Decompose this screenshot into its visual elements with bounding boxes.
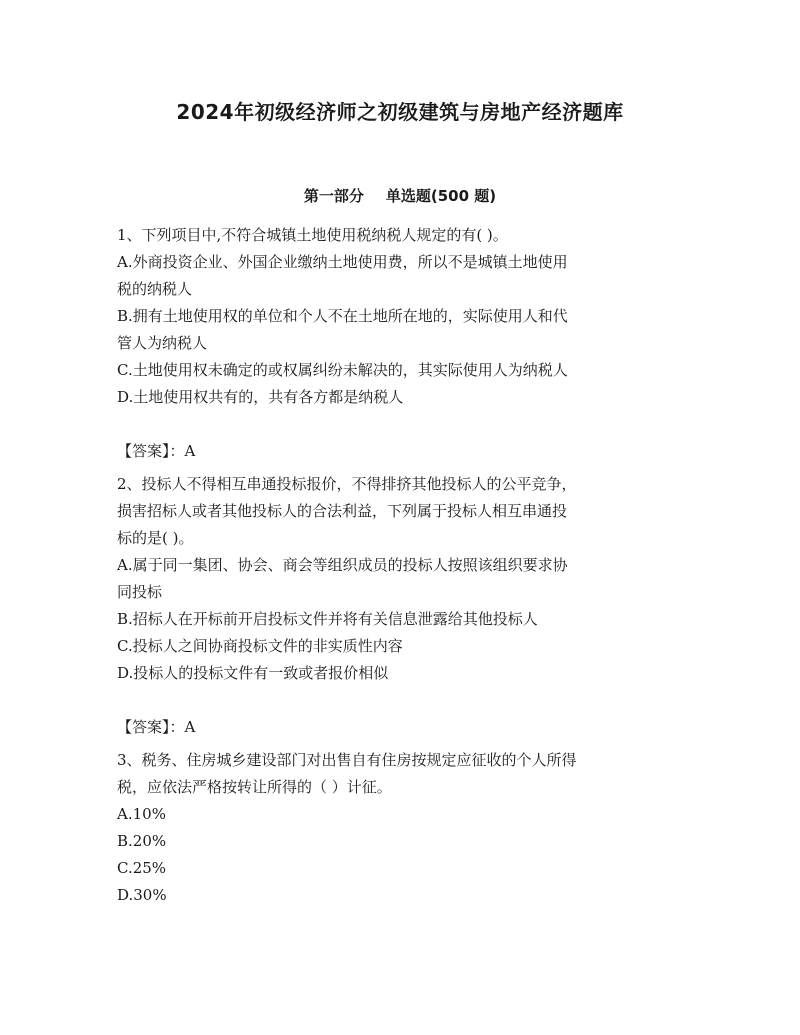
answer-line: 【答案】：A (117, 718, 196, 736)
question-stem-line: 损害招标人或者其他投标人的合法利益，下列属于投标人相互串通投 (117, 502, 568, 520)
option-line: A.10% (117, 805, 166, 823)
option-line: 同投标 (117, 583, 163, 601)
section-heading (0, 185, 800, 206)
question-stem-line: 标的是( )。 (117, 529, 194, 547)
section-part: 第一部分 (303, 187, 364, 205)
question-stem-line: 税，应依法严格按转让所得的（ ）计征。 (117, 778, 392, 796)
option-line: D.土地使用权共有的，共有各方都是纳税人 (117, 388, 404, 406)
question-stem-line: 2、投标人不得相互串通投标报价，不得排挤其他投标人的公平竞争， (117, 475, 577, 493)
option-line: C.25% (117, 859, 167, 877)
option-line: C.土地使用权未确定的或权属纠纷未解决的，其实际使用人为纳税人 (117, 361, 568, 379)
option-line: B.拥有土地使用权的单位和个人不在土地所在地的，实际使用人和代 (117, 307, 568, 325)
document-title: 2024年初级经济师之初级建筑与房地产经济题库 (176, 100, 624, 124)
question-item (117, 471, 677, 741)
question-list (117, 222, 677, 909)
option-line: A.外商投资企业、外国企业缴纳土地使用费，所以不是城镇土地使用 (117, 253, 568, 271)
option-line: C.投标人之间协商投标文件的非实质性内容 (117, 637, 403, 655)
option-line: D.30% (117, 886, 167, 904)
answer-line: 【答案】：A (117, 442, 196, 460)
option-line: 税的纳税人 (117, 280, 193, 298)
option-line: B.20% (117, 832, 167, 850)
question-stem-line: 1、下列项目中,不符合城镇土地使用税纳税人规定的有( )。 (117, 226, 508, 244)
question-item (117, 222, 677, 465)
question-item (117, 747, 677, 909)
question-stem-line: 3、税务、住房城乡建设部门对出售自有住房按规定应征收的个人所得 (117, 751, 577, 769)
option-line: A.属于同一集团、协会、商会等组织成员的投标人按照该组织要求协 (117, 556, 568, 574)
option-line: 管人为纳税人 (117, 334, 208, 352)
section-name: 单选题(500 题) (385, 187, 497, 205)
option-line: B.招标人在开标前开启投标文件并将有关信息泄露给其他投标人 (117, 610, 538, 628)
option-line: D.投标人的投标文件有一致或者报价相似 (117, 664, 389, 682)
